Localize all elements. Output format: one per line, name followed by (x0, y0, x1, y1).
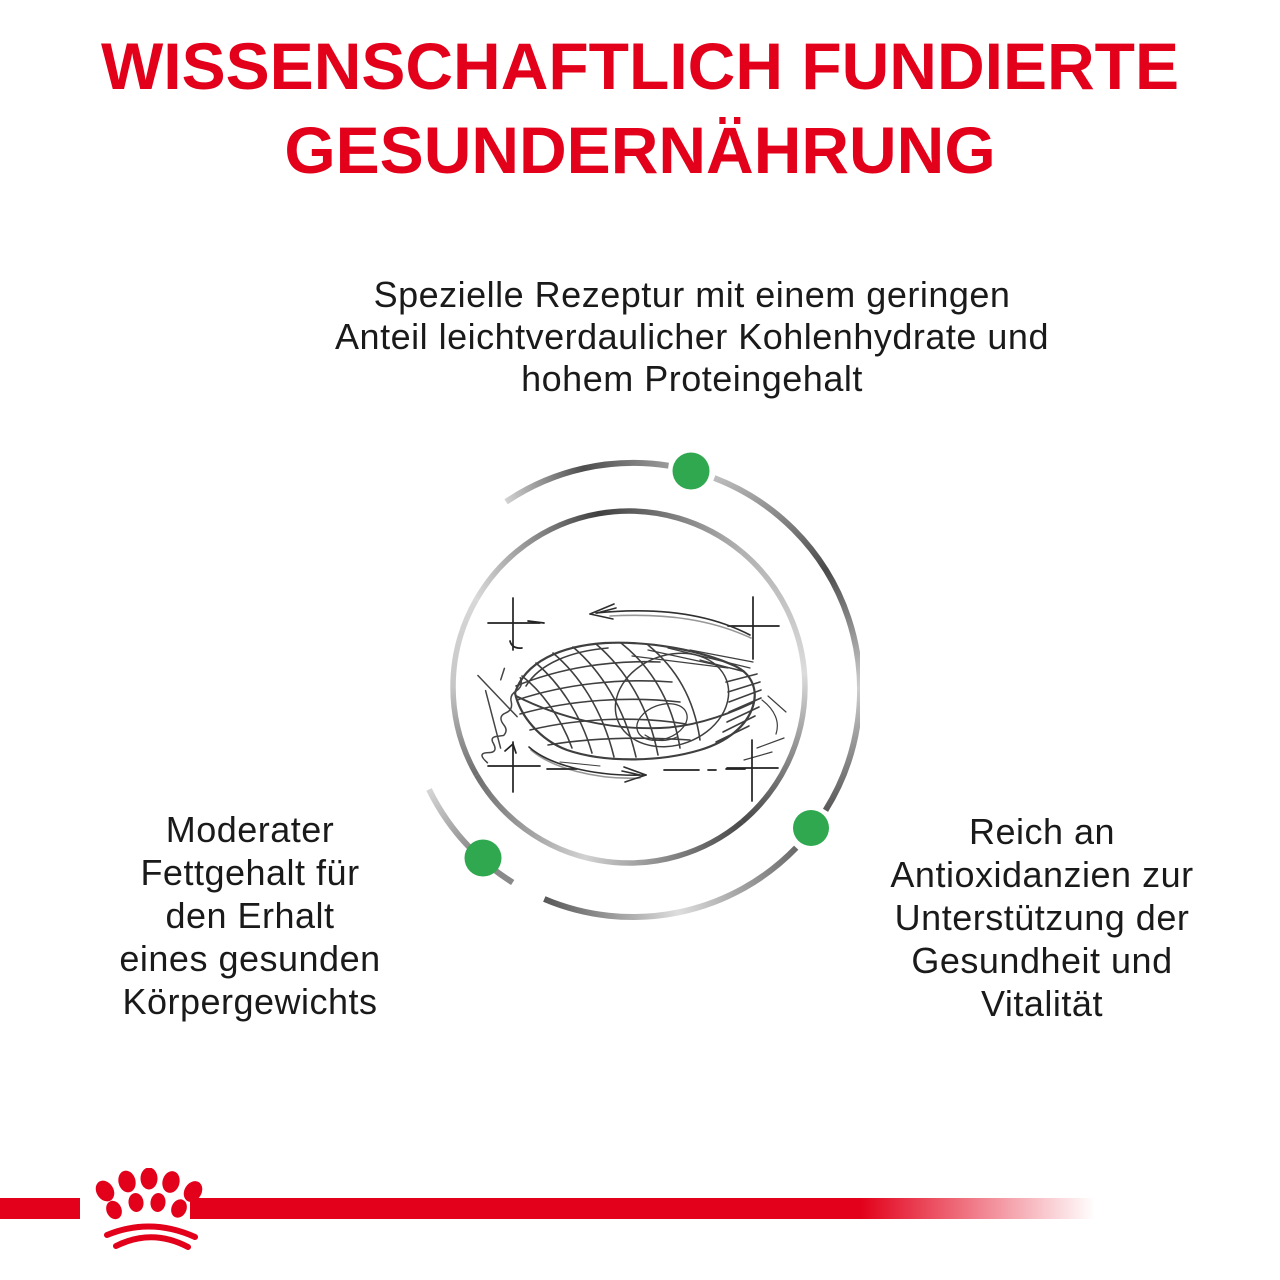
page-title-line-2: GESUNDERNÄHRUNG (284, 113, 996, 187)
page-title-line-1: WISSENSCHAFTLICH FUNDIERTE (101, 29, 1179, 103)
feature-line: Gesundheit und (911, 940, 1173, 981)
feature-line: Körpergewichts (122, 981, 378, 1022)
inner-orbit-ring (453, 511, 805, 863)
feature-line: eines gesunden (119, 938, 381, 979)
footer-bar-left (0, 1198, 80, 1219)
kibble-diagram (410, 440, 860, 930)
green-dot-top (673, 453, 710, 490)
feature-line: den Erhalt (165, 895, 335, 936)
feature-line: Unterstützung der (894, 897, 1190, 938)
feature-text-recipe (292, 274, 1092, 400)
footer-bar-right (190, 1198, 1095, 1219)
feature-line: Moderater (165, 809, 335, 850)
feature-line: Anteil leichtverdaulicher Kohlenhydrate und (335, 316, 1049, 357)
feature-line: Vitalität (981, 983, 1103, 1024)
royal-canin-crown-paw-logo (90, 1168, 208, 1260)
feature-line: Antioxidanzien zur (890, 854, 1194, 895)
feature-line: Reich an (968, 811, 1116, 852)
green-dot-bottom-left (465, 840, 502, 877)
feature-text-fat (90, 808, 410, 1023)
green-dot-bottom-right (793, 810, 829, 846)
feature-line: Spezielle Rezeptur mit einem geringen (373, 274, 1011, 315)
feature-line: hohem Proteingehalt (521, 358, 863, 399)
feature-text-antioxidants (882, 810, 1202, 1025)
rotation-arrows-icon (529, 604, 751, 782)
kibble-sketch-icon (515, 638, 786, 766)
page-title (0, 24, 1280, 192)
feature-line: Fettgehalt für (140, 852, 360, 893)
